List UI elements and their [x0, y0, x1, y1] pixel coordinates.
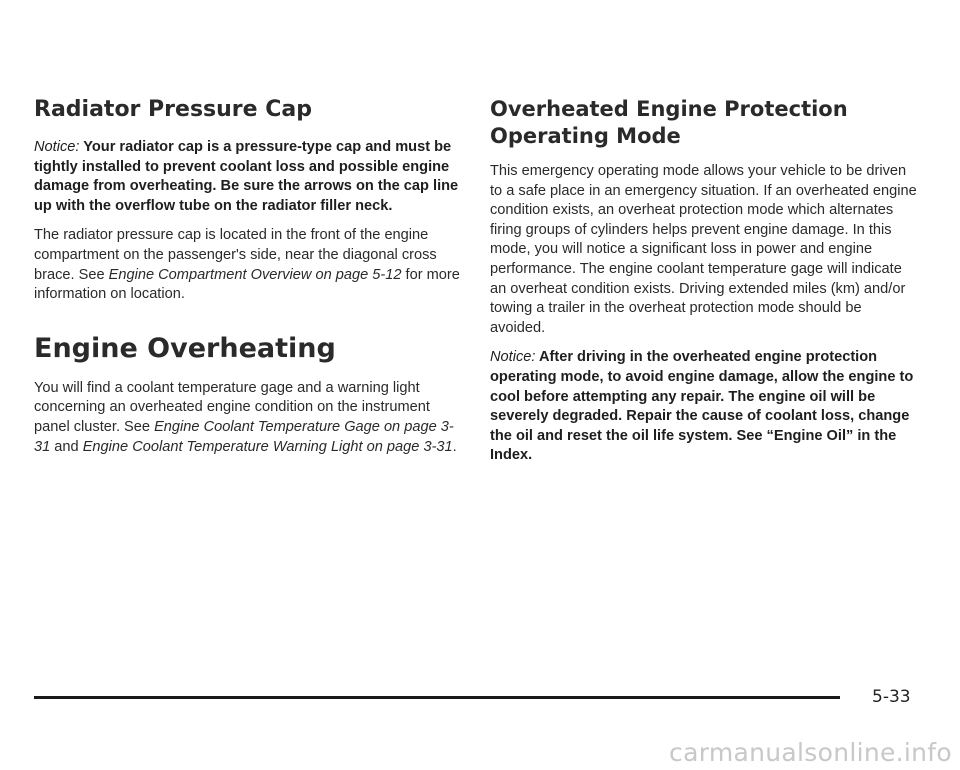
radiator-notice [34, 138, 466, 216]
overheating-end: . [452, 438, 457, 455]
left-column [34, 96, 466, 467]
engine-overheating-heading: Engine Overheating [34, 332, 336, 364]
overheating-paragraph [34, 379, 466, 457]
overheating-text-1: You will find a coolant temperature gage and a warning light concerning an overheated engine condition on the instrument panel cluster. See [34, 379, 430, 435]
coolant-warning-light-reference-link[interactable]: Engine Coolant Temperature Warning Light on page 3-31 [82, 438, 453, 455]
cap-text-2: for more information on location. [34, 266, 460, 303]
cap-reference-link[interactable]: Engine Compartment Overview on page 5-12 [108, 266, 402, 283]
notice-text: After driving in the overheated engine protection operating mode, to avoid engine damage, allow the engine to cool before attempting any repair. The engine oil will be severely degraded. Repair the cause of coolant loss, change the oil and reset the oil life system. See “Engine Oil” in the Index. [490, 349, 914, 464]
radiator-cap-heading: Radiator Pressure Cap [34, 97, 312, 122]
footer-rule [34, 696, 840, 699]
protection-notice [490, 348, 920, 466]
radiator-cap-paragraph [34, 226, 466, 304]
watermark-logo: carmanualsonline.info [669, 738, 952, 767]
page-number: 5-33 [872, 687, 911, 707]
cap-text-1: The radiator pressure cap is located in the front of the engine compartment on the passenger's side, near the diagonal cross brace. See [34, 227, 437, 283]
notice-label: Notice: [34, 139, 80, 155]
protection-mode-paragraph: This emergency operating mode allows your vehicle to be driven to a safe place in an emergency situation. If an overheated engine condition exists, an overheat protection mode which alternates firing groups of cylinders helps prevent engine damage. In this mode, you will notice a significant loss in power and engine performance. The engine coolant temperature gage will indicate an overheat condition exists. Driving extended miles (km) and/or towing a trailer in the overheat protection mode should be avoided. [490, 163, 917, 336]
right-column [490, 96, 920, 476]
coolant-gage-reference-link[interactable]: Engine Coolant Temperature Gage on page 3-31 [34, 418, 454, 455]
protection-mode-heading: Overheated Engine Protection Operating Mode [490, 97, 848, 148]
notice-label: Notice: [490, 349, 536, 366]
overheating-and: and [50, 438, 83, 455]
notice-text: Your radiator cap is a pressure-type cap and must be tightly installed to prevent coolant loss and possible engine damage from overheating. [34, 139, 452, 195]
notice-text-2: Be sure the arrows on the cap line up with the overflow tube on the radiator filler neck. [34, 178, 459, 214]
